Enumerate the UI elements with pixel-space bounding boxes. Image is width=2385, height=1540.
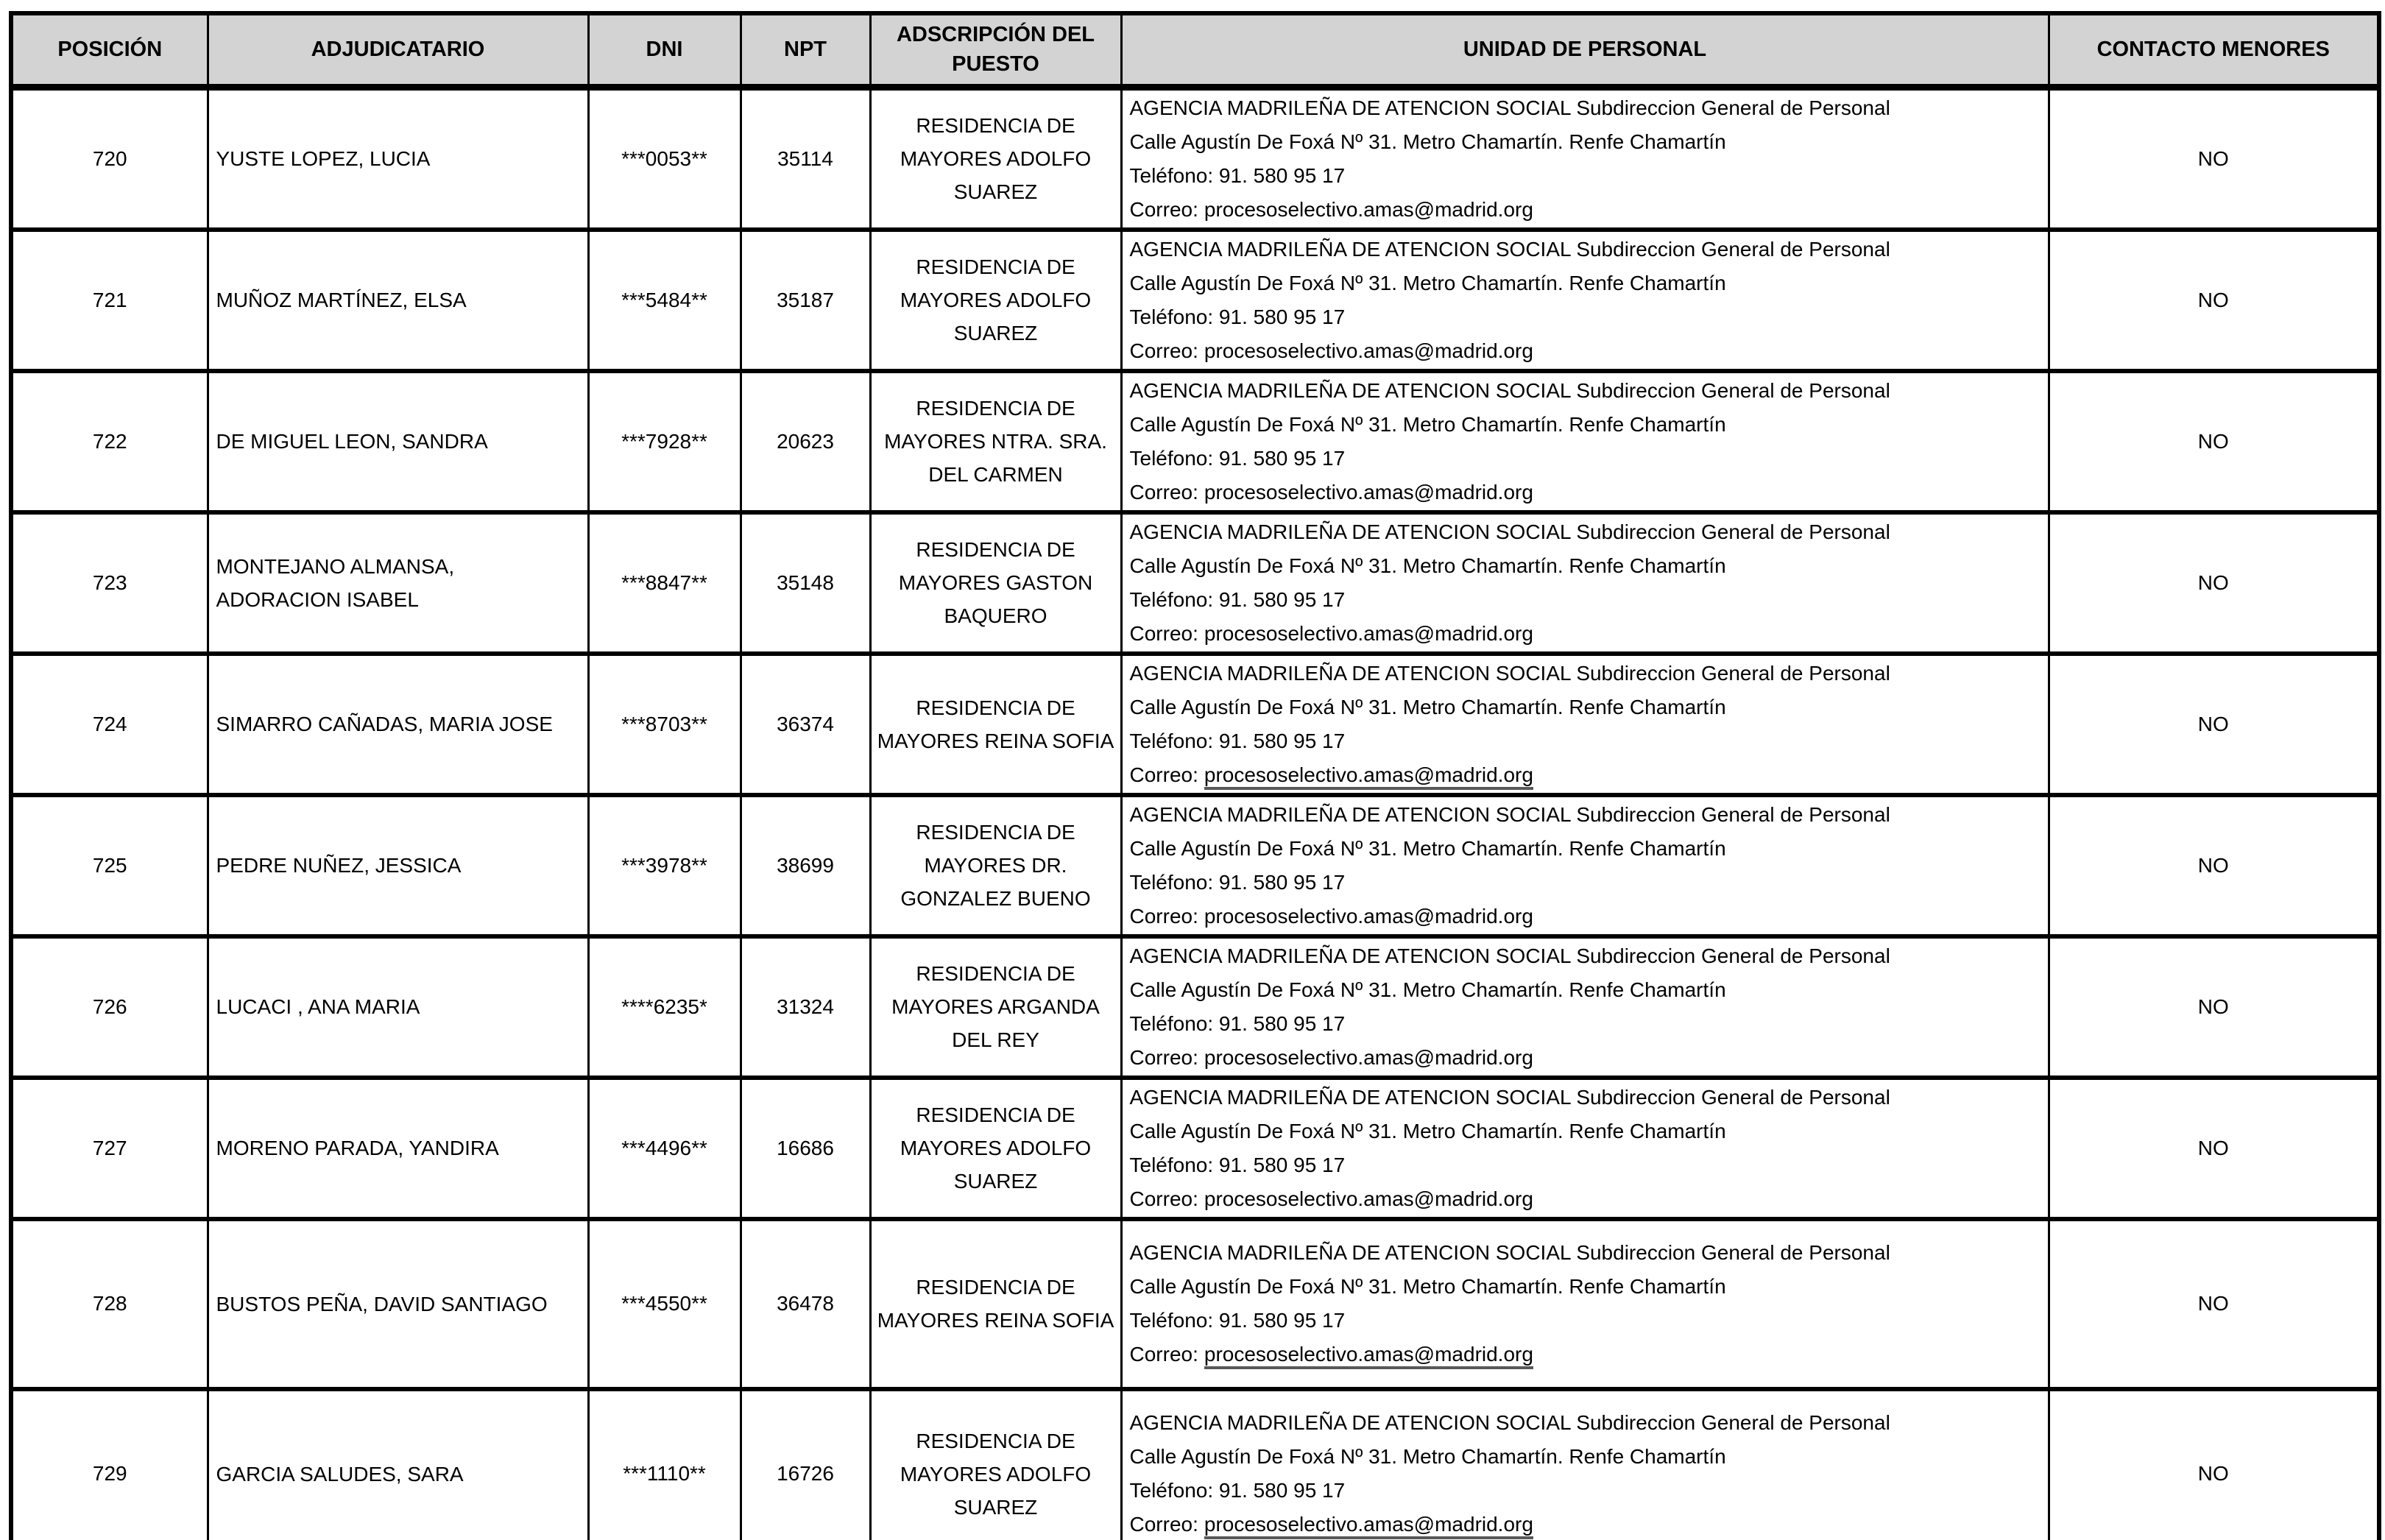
dni-cell: ****6235*	[588, 936, 741, 1078]
email-label: Correo:	[1129, 339, 1198, 362]
npt-cell: 36478	[741, 1219, 870, 1389]
unit-email-line	[1130, 1182, 2039, 1216]
email-link: procesoselectivo.amas@madrid.org	[1204, 339, 1533, 362]
email-label: Correo:	[1129, 197, 1198, 221]
post-assignment-cell: RESIDENCIA DE MAYORES ADOLFO SUAREZ	[870, 1389, 1121, 1540]
column-header-unidad: UNIDAD DE PERSONAL	[1121, 13, 2049, 87]
position-cell: 725	[11, 795, 208, 936]
column-header-adjudicatario: ADJUDICATARIO	[208, 13, 588, 87]
column-header-dni: DNI	[588, 13, 741, 87]
column-header-posicion: POSICIÓN	[11, 13, 208, 87]
personnel-unit-cell	[1121, 371, 2049, 512]
table-row	[11, 87, 2379, 230]
unit-phone-line: Teléfono: 91. 580 95 17	[1129, 163, 1346, 187]
unit-address-line: Calle Agustín De Foxá Nº 31. Metro Chamartín. Renfe Chamartín	[1129, 1445, 1726, 1468]
npt-cell: 16686	[741, 1078, 870, 1219]
email-link[interactable]: procesoselectivo.amas@madrid.org	[1204, 1513, 1533, 1539]
unit-agency-line: AGENCIA MADRILEÑA DE ATENCION SOCIAL Subdireccion General de Personal	[1129, 520, 1890, 543]
unit-agency-line: AGENCIA MADRILEÑA DE ATENCION SOCIAL Subdireccion General de Personal	[1129, 96, 1890, 119]
email-link: procesoselectivo.amas@madrid.org	[1204, 1187, 1533, 1210]
table-body	[11, 87, 2379, 1540]
unit-address-line: Calle Agustín De Foxá Nº 31. Metro Chamartín. Renfe Chamartín	[1129, 554, 1726, 577]
minors-contact-cell: NO	[2049, 512, 2379, 654]
position-cell: 721	[11, 230, 208, 371]
personnel-unit-cell	[1121, 654, 2049, 795]
npt-cell: 36374	[741, 654, 870, 795]
dni-cell: ***5484**	[588, 230, 741, 371]
npt-cell: 20623	[741, 371, 870, 512]
position-cell: 722	[11, 371, 208, 512]
email-link[interactable]: procesoselectivo.amas@madrid.org	[1204, 763, 1533, 790]
position-cell: 727	[11, 1078, 208, 1219]
post-assignment-cell: RESIDENCIA DE MAYORES REINA SOFIA	[870, 654, 1121, 795]
dni-cell: ***8703**	[588, 654, 741, 795]
unit-address-line: Calle Agustín De Foxá Nº 31. Metro Chamartín. Renfe Chamartín	[1129, 836, 1726, 860]
post-assignment-cell: RESIDENCIA DE MAYORES ADOLFO SUAREZ	[870, 1078, 1121, 1219]
unit-agency-line: AGENCIA MADRILEÑA DE ATENCION SOCIAL Subdireccion General de Personal	[1129, 1411, 1890, 1434]
unit-phone-line: Teléfono: 91. 580 95 17	[1129, 870, 1346, 894]
unit-address-line: Calle Agustín De Foxá Nº 31. Metro Chamartín. Renfe Chamartín	[1129, 1119, 1726, 1142]
position-cell: 726	[11, 936, 208, 1078]
awardee-name-cell: MONTEJANO ALMANSA, ADORACION ISABEL	[208, 512, 588, 654]
table-row	[11, 1219, 2379, 1389]
personnel-unit-cell	[1121, 1219, 2049, 1389]
dni-cell: ***4496**	[588, 1078, 741, 1219]
minors-contact-cell: NO	[2049, 1389, 2379, 1540]
unit-email-line	[1130, 193, 2039, 227]
awardee-name-cell: MUÑOZ MARTÍNEZ, ELSA	[208, 230, 588, 371]
unit-address-line: Calle Agustín De Foxá Nº 31. Metro Chamartín. Renfe Chamartín	[1129, 412, 1726, 436]
unit-phone-line: Teléfono: 91. 580 95 17	[1129, 1479, 1346, 1502]
unit-agency-line: AGENCIA MADRILEÑA DE ATENCION SOCIAL Subdireccion General de Personal	[1129, 661, 1890, 685]
dni-cell: ***1110**	[588, 1389, 741, 1540]
awardee-name-cell: PEDRE NUÑEZ, JESSICA	[208, 795, 588, 936]
unit-email-line	[1130, 758, 2039, 792]
unit-address-line: Calle Agustín De Foxá Nº 31. Metro Chamartín. Renfe Chamartín	[1129, 978, 1726, 1001]
npt-cell: 35187	[741, 230, 870, 371]
awardee-name-cell: YUSTE LOPEZ, LUCIA	[208, 87, 588, 230]
column-header-npt: NPT	[741, 13, 870, 87]
header-row	[11, 13, 2379, 87]
dni-cell: ***7928**	[588, 371, 741, 512]
personnel-unit-cell	[1121, 936, 2049, 1078]
post-assignment-cell: RESIDENCIA DE MAYORES ADOLFO SUAREZ	[870, 230, 1121, 371]
unit-agency-line: AGENCIA MADRILEÑA DE ATENCION SOCIAL Subdireccion General de Personal	[1129, 1241, 1890, 1264]
npt-cell: 31324	[741, 936, 870, 1078]
unit-agency-line: AGENCIA MADRILEÑA DE ATENCION SOCIAL Subdireccion General de Personal	[1129, 378, 1890, 402]
npt-cell: 35114	[741, 87, 870, 230]
personnel-unit-cell	[1121, 1389, 2049, 1540]
dni-cell: ***8847**	[588, 512, 741, 654]
unit-agency-line: AGENCIA MADRILEÑA DE ATENCION SOCIAL Subdireccion General de Personal	[1129, 944, 1890, 967]
minors-contact-cell: NO	[2049, 936, 2379, 1078]
minors-contact-cell: NO	[2049, 87, 2379, 230]
email-label: Correo:	[1129, 621, 1198, 645]
unit-email-line	[1130, 1338, 2039, 1371]
table-row	[11, 654, 2379, 795]
assignments-table	[9, 11, 2381, 1540]
position-cell: 720	[11, 87, 208, 230]
minors-contact-cell: NO	[2049, 795, 2379, 936]
awardee-name-cell: MORENO PARADA, YANDIRA	[208, 1078, 588, 1219]
unit-email-line	[1130, 900, 2039, 933]
email-link: procesoselectivo.amas@madrid.org	[1204, 1045, 1533, 1069]
unit-agency-line: AGENCIA MADRILEÑA DE ATENCION SOCIAL Subdireccion General de Personal	[1129, 237, 1890, 261]
unit-address-line: Calle Agustín De Foxá Nº 31. Metro Chamartín. Renfe Chamartín	[1129, 695, 1726, 718]
unit-phone-line: Teléfono: 91. 580 95 17	[1129, 1309, 1346, 1332]
unit-email-line	[1130, 1508, 2039, 1540]
minors-contact-cell: NO	[2049, 230, 2379, 371]
unit-phone-line: Teléfono: 91. 580 95 17	[1129, 1011, 1346, 1035]
dni-cell: ***4550**	[588, 1219, 741, 1389]
post-assignment-cell: RESIDENCIA DE MAYORES NTRA. SRA. DEL CARMEN	[870, 371, 1121, 512]
unit-phone-line: Teléfono: 91. 580 95 17	[1129, 305, 1346, 328]
email-link: procesoselectivo.amas@madrid.org	[1204, 197, 1533, 221]
email-label: Correo:	[1129, 480, 1198, 504]
position-cell: 723	[11, 512, 208, 654]
position-cell: 724	[11, 654, 208, 795]
unit-phone-line: Teléfono: 91. 580 95 17	[1129, 587, 1346, 611]
unit-email-line	[1130, 476, 2039, 509]
position-cell: 729	[11, 1389, 208, 1540]
table-header	[11, 13, 2379, 87]
post-assignment-cell: RESIDENCIA DE MAYORES GASTON BAQUERO	[870, 512, 1121, 654]
unit-phone-line: Teléfono: 91. 580 95 17	[1129, 446, 1346, 470]
table-row	[11, 512, 2379, 654]
post-assignment-cell: RESIDENCIA DE MAYORES DR. GONZALEZ BUENO	[870, 795, 1121, 936]
table-row	[11, 371, 2379, 512]
table-row	[11, 1389, 2379, 1540]
unit-phone-line: Teléfono: 91. 580 95 17	[1129, 1153, 1346, 1176]
personnel-unit-cell	[1121, 1078, 2049, 1219]
email-label: Correo:	[1129, 1187, 1198, 1210]
email-link[interactable]: procesoselectivo.amas@madrid.org	[1204, 1343, 1533, 1369]
minors-contact-cell: NO	[2049, 1078, 2379, 1219]
awardee-name-cell: LUCACI , ANA MARIA	[208, 936, 588, 1078]
email-link: procesoselectivo.amas@madrid.org	[1204, 621, 1533, 645]
unit-email-line	[1130, 617, 2039, 651]
dni-cell: ***0053**	[588, 87, 741, 230]
awardee-name-cell: SIMARRO CAÑADAS, MARIA JOSE	[208, 654, 588, 795]
column-header-adscripcion: ADSCRIPCIÓN DEL PUESTO	[870, 13, 1121, 87]
unit-address-line: Calle Agustín De Foxá Nº 31. Metro Chamartín. Renfe Chamartín	[1129, 1275, 1726, 1298]
unit-phone-line: Teléfono: 91. 580 95 17	[1129, 729, 1346, 752]
table-row	[11, 1078, 2379, 1219]
email-link: procesoselectivo.amas@madrid.org	[1204, 904, 1533, 928]
personnel-unit-cell	[1121, 795, 2049, 936]
personnel-unit-cell	[1121, 230, 2049, 371]
table-row	[11, 936, 2379, 1078]
personnel-unit-cell	[1121, 87, 2049, 230]
table-row	[11, 795, 2379, 936]
minors-contact-cell: NO	[2049, 371, 2379, 512]
post-assignment-cell: RESIDENCIA DE MAYORES ADOLFO SUAREZ	[870, 87, 1121, 230]
unit-agency-line: AGENCIA MADRILEÑA DE ATENCION SOCIAL Subdireccion General de Personal	[1129, 1085, 1890, 1109]
unit-email-line	[1130, 334, 2039, 368]
post-assignment-cell: RESIDENCIA DE MAYORES ARGANDA DEL REY	[870, 936, 1121, 1078]
column-header-contacto-menores: CONTACTO MENORES	[2049, 13, 2379, 87]
dni-cell: ***3978**	[588, 795, 741, 936]
position-cell: 728	[11, 1219, 208, 1389]
email-label: Correo:	[1129, 1343, 1198, 1366]
personnel-unit-cell	[1121, 512, 2049, 654]
unit-address-line: Calle Agustín De Foxá Nº 31. Metro Chamartín. Renfe Chamartín	[1129, 130, 1726, 153]
awardee-name-cell: GARCIA SALUDES, SARA	[208, 1389, 588, 1540]
minors-contact-cell: NO	[2049, 654, 2379, 795]
email-label: Correo:	[1129, 1045, 1198, 1069]
email-link: procesoselectivo.amas@madrid.org	[1204, 480, 1533, 504]
post-assignment-cell: RESIDENCIA DE MAYORES REINA SOFIA	[870, 1219, 1121, 1389]
unit-address-line: Calle Agustín De Foxá Nº 31. Metro Chamartín. Renfe Chamartín	[1129, 271, 1726, 294]
email-label: Correo:	[1129, 1513, 1198, 1536]
table-row	[11, 230, 2379, 371]
npt-cell: 35148	[741, 512, 870, 654]
unit-email-line	[1130, 1041, 2039, 1075]
minors-contact-cell: NO	[2049, 1219, 2379, 1389]
awardee-name-cell: BUSTOS PEÑA, DAVID SANTIAGO	[208, 1219, 588, 1389]
email-label: Correo:	[1129, 904, 1198, 928]
npt-cell: 16726	[741, 1389, 870, 1540]
awardee-name-cell: DE MIGUEL LEON, SANDRA	[208, 371, 588, 512]
unit-agency-line: AGENCIA MADRILEÑA DE ATENCION SOCIAL Subdireccion General de Personal	[1129, 802, 1890, 826]
npt-cell: 38699	[741, 795, 870, 936]
email-label: Correo:	[1129, 763, 1198, 786]
